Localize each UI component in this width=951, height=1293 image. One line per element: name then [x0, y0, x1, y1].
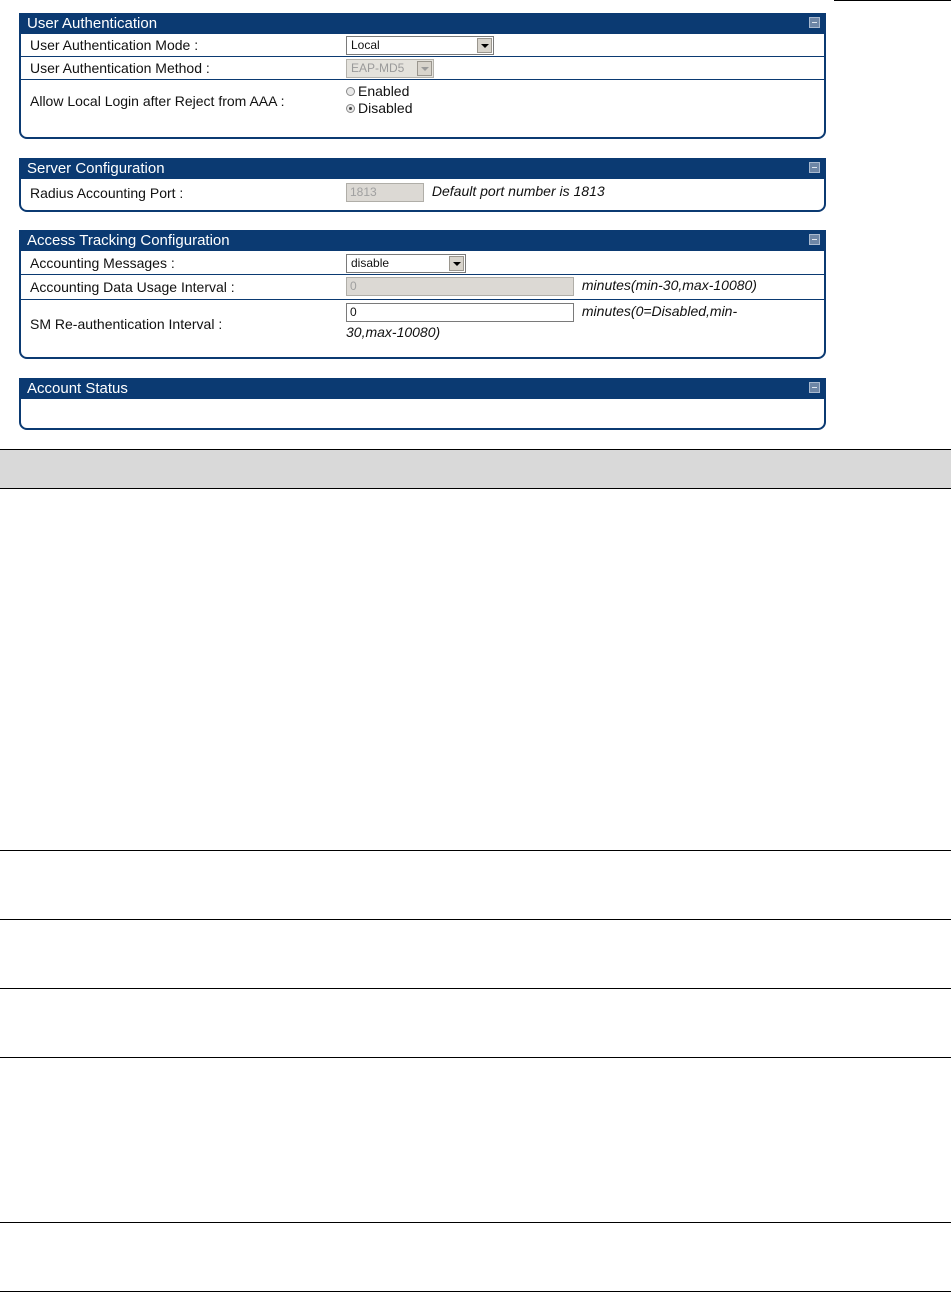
radius-port-label: Radius Accounting Port : — [30, 185, 184, 201]
radius-port-input: 1813 — [346, 183, 424, 202]
table-row-divider — [0, 988, 951, 989]
table-row-divider — [0, 1222, 951, 1223]
radius-port-row — [21, 179, 824, 207]
usage-interval-input: 0 — [346, 277, 574, 296]
auth-method-row — [21, 57, 824, 80]
radio-disabled-circle[interactable] — [346, 104, 355, 113]
panel-title: Server Configuration — [27, 160, 165, 177]
panel-header — [19, 230, 826, 251]
auth-mode-select[interactable] — [346, 36, 494, 55]
reauth-interval-label: SM Re-authentication Interval : — [30, 316, 223, 332]
reauth-interval-hint-2: 30,max-10080) — [346, 324, 441, 340]
reauth-interval-control — [346, 303, 816, 340]
radius-port-control — [346, 183, 605, 202]
auth-mode-label: User Authentication Mode : — [30, 37, 199, 53]
panel-title: Account Status — [27, 380, 128, 397]
radius-port-hint: Default port number is 1813 — [431, 183, 605, 199]
panel-header — [19, 13, 826, 34]
collapse-icon[interactable] — [809, 17, 820, 28]
chevron-down-icon[interactable] — [449, 256, 464, 271]
accounting-messages-select[interactable] — [346, 254, 466, 273]
radio-enabled-circle[interactable] — [346, 87, 355, 96]
access-tracking-panel — [19, 230, 826, 359]
accounting-messages-value: disable — [351, 256, 390, 270]
allow-local-login-row — [21, 80, 824, 122]
user-authentication-panel — [19, 13, 826, 139]
auth-method-label: User Authentication Method : — [30, 60, 210, 76]
collapse-icon[interactable] — [809, 162, 820, 173]
top-rule — [834, 0, 951, 1]
auth-mode-row — [21, 34, 824, 57]
reauth-interval-input[interactable]: 0 — [346, 303, 574, 322]
table-row-divider — [0, 850, 951, 851]
account-status-panel — [19, 378, 826, 430]
table-row-divider — [0, 1057, 951, 1058]
panel-header — [19, 158, 826, 179]
usage-interval-label: Accounting Data Usage Interval : — [30, 279, 235, 295]
usage-interval-row — [21, 275, 824, 300]
auth-method-value: EAP-MD5 — [351, 61, 405, 75]
radio-enabled[interactable] — [346, 83, 412, 100]
collapse-icon[interactable] — [809, 234, 820, 245]
panel-title: Access Tracking Configuration — [27, 232, 230, 249]
allow-local-login-options — [346, 83, 412, 117]
accounting-messages-row — [21, 251, 824, 275]
usage-interval-control — [346, 277, 757, 296]
chevron-down-icon[interactable] — [477, 38, 492, 53]
reauth-interval-hint-1: minutes(0=Disabled,min- — [581, 303, 738, 319]
radio-enabled-label[interactable]: Enabled — [358, 83, 410, 99]
collapse-icon[interactable] — [809, 382, 820, 393]
table-row-divider — [0, 1291, 951, 1292]
chevron-down-icon — [417, 61, 432, 76]
table-header — [0, 449, 951, 489]
table-row-divider — [0, 919, 951, 920]
reauth-interval-row — [21, 300, 824, 346]
auth-method-select — [346, 59, 434, 78]
radio-disabled[interactable] — [346, 100, 412, 117]
panel-header — [19, 378, 826, 399]
server-configuration-panel — [19, 158, 826, 212]
usage-interval-hint: minutes(min-30,max-10080) — [581, 277, 757, 293]
accounting-messages-label: Accounting Messages : — [30, 255, 175, 271]
auth-mode-value: Local — [351, 38, 380, 52]
allow-local-login-label: Allow Local Login after Reject from AAA : — [30, 93, 285, 109]
radio-disabled-label[interactable]: Disabled — [358, 100, 413, 116]
panel-title: User Authentication — [27, 15, 158, 32]
